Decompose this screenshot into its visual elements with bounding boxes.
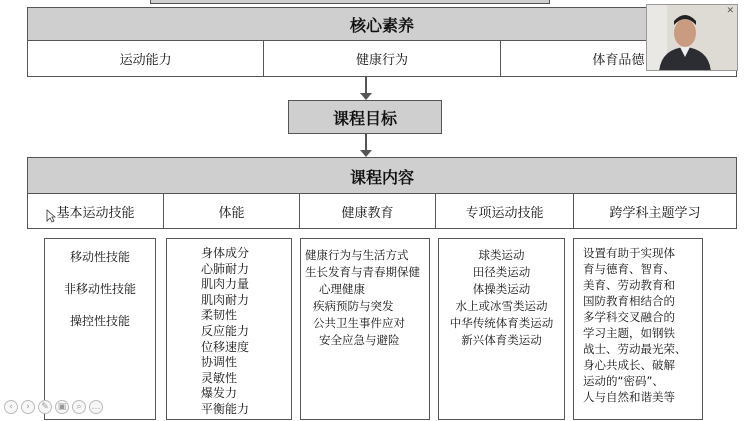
core-literacy-title: 核心素养: [349, 16, 414, 35]
list-item: 反应能力: [201, 323, 250, 338]
core-item-label: 运动能力: [119, 53, 172, 68]
list-item: 中华传统体育类运动: [449, 316, 554, 330]
core-item-label: 健康行为: [355, 53, 408, 68]
list-item: 田径类运动: [472, 265, 531, 279]
list-item: 设置有助于实现体: [583, 246, 675, 260]
list-item: 体操类运动: [472, 282, 531, 296]
list-item: 健康行为与生活方式: [305, 248, 409, 262]
list-item: 运动的“密码”、: [583, 374, 664, 388]
arrow-down-icon: [360, 150, 372, 157]
list-item: 疾病预防与突发: [313, 299, 394, 313]
category-health-education: [300, 194, 436, 228]
list-item: 美育、劳动教育和: [583, 278, 675, 292]
list-item: 育与德育、智育、: [583, 262, 675, 276]
special-skills-list: [438, 238, 565, 420]
course-content-title: 课程内容: [349, 167, 414, 187]
list-item: 战士、劳动最光荣、: [583, 342, 687, 356]
list-item: 移动性技能: [69, 250, 130, 264]
category-fitness: [164, 194, 300, 228]
list-item: 平衡能力: [201, 401, 250, 416]
health-education-list: [300, 238, 430, 420]
category-cross-subject: [574, 194, 736, 228]
list-item: 学习主题，如钢铁: [583, 326, 675, 340]
list-item: 非移动性技能: [63, 282, 136, 296]
list-item: 新兴体育类运动: [461, 333, 542, 347]
fitness-list: [166, 238, 292, 420]
list-item: 心肺耐力: [201, 261, 250, 276]
core-literacy-items: [27, 40, 737, 77]
category-special-skills: [436, 194, 574, 228]
list-item: 水上或冰雪类运动: [455, 299, 548, 313]
core-item-health-behavior: [264, 41, 500, 76]
category-label: 跨学科主题学习: [609, 205, 701, 221]
category-label: 健康教育: [341, 205, 394, 221]
list-item: 安全应急与避险: [319, 333, 400, 347]
list-item: 位移速度: [201, 339, 250, 354]
arrow-down-icon: [360, 93, 372, 100]
list-item: 球类运动: [478, 248, 525, 262]
list-item: 操控性技能: [69, 314, 130, 328]
list-item: 身体成分: [201, 246, 250, 260]
list-item: 多学科交叉融合的: [583, 310, 675, 324]
close-icon[interactable]: ✕: [726, 6, 734, 16]
top-edge-box: [150, 0, 550, 4]
image-icon[interactable]: ▣: [55, 400, 69, 414]
list-item: 协调性: [201, 355, 238, 370]
core-item-sport-ability: [28, 41, 264, 76]
list-item: 人与自然和谐美等: [583, 390, 675, 404]
course-goal-title: 课程目标: [332, 108, 397, 128]
list-item: 身心共成长、破解: [583, 358, 675, 372]
core-literacy-header: [27, 7, 737, 42]
list-item: 心理健康: [319, 282, 365, 296]
category-label: 基本运动技能: [56, 205, 135, 221]
list-item: 肌肉耐力: [201, 292, 250, 307]
list-item: 公共卫生事件应对: [313, 316, 405, 330]
pen-icon[interactable]: ✎: [38, 400, 52, 414]
zoom-icon[interactable]: ⌕: [72, 400, 86, 414]
basic-skills-list: [44, 238, 156, 420]
list-item: 柔韧性: [201, 308, 238, 323]
list-item: 爆发力: [201, 386, 238, 401]
connector-line: [365, 134, 367, 151]
list-item: 肌肉力量: [201, 277, 250, 292]
previous-icon[interactable]: ‹: [4, 400, 18, 414]
list-item: 灵敏性: [201, 370, 238, 385]
list-item: 生长发育与青春期保健: [305, 265, 420, 279]
cross-subject-list: [573, 238, 703, 420]
core-item-label: 体育品德: [592, 53, 645, 68]
next-icon[interactable]: ›: [21, 400, 35, 414]
category-label: 专项运动技能: [465, 205, 544, 221]
cursor-icon: [46, 209, 56, 223]
presenter-video-icon: [647, 5, 738, 71]
content-categories: [27, 193, 737, 229]
category-label: 体能: [218, 205, 245, 221]
list-item: 国防教育相结合的: [583, 294, 675, 308]
course-goal-box: [288, 100, 442, 134]
more-icon[interactable]: …: [89, 400, 103, 414]
course-content-header: [27, 157, 737, 195]
webcam-overlay: [646, 4, 738, 71]
